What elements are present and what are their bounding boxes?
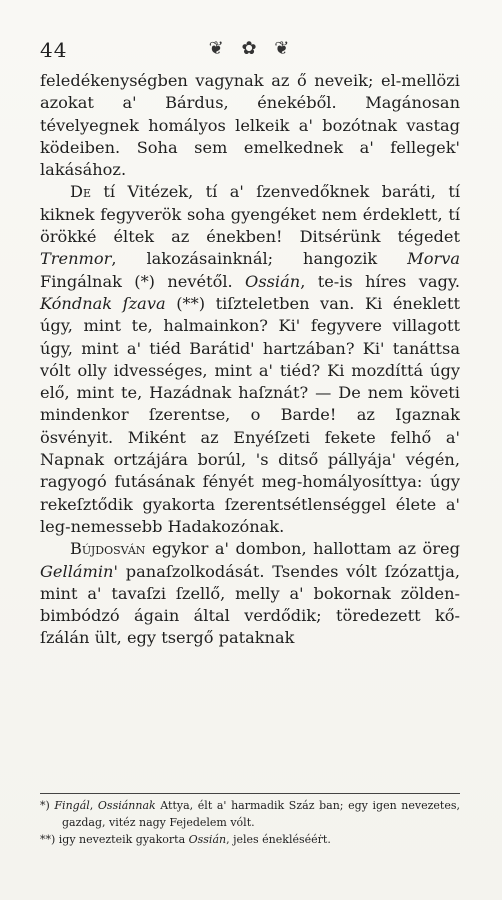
italic-text: Gellámin' [40,561,118,581]
ornament-left-icon: ❦ [208,38,228,59]
italic-text: Fingál [54,799,90,812]
header-ornament [0,38,502,59]
footnote-2 [40,831,460,848]
paragraph-3-lead: Bújdosván [70,539,146,559]
page-number: 44 [40,38,68,62]
text-run: , [89,799,98,812]
footnote-divider [40,793,460,794]
text-run: *) [40,799,55,812]
text-run: , jeles éneklésééṙt. [226,833,331,846]
text-run: Fingálnak (*) nevétől. [40,271,246,291]
italic-text: Ossiánnak [97,799,156,812]
text-run: , te-is híres vagy. [300,271,460,291]
italic-text: Ossián [188,833,227,846]
paragraph-3 [40,538,460,649]
italic-text: Kóndnak ſzava [40,293,166,313]
text-run: **) igy nevezteik gyakorta [40,833,189,846]
footnote-1 [40,797,460,831]
text-run: Attya, élt a' harmadik Száz ban; egy igen nevezetes, gazdag, vitéz nagy Fejedelem vólt. [62,799,460,829]
ornament-center-icon: ✿ [241,38,261,59]
text-run: panaſzolkodását. Tsendes vólt ſzózattja, mint a' tavaſzi ſzellő, melly a' bokornak zölden-bimbódzó ágain által verdődik; töredezett kő-ſzálán ült, egy tsergő pataknak [40,561,460,648]
italic-text: Ossián [245,271,301,291]
page-header [0,38,502,68]
text-run: (**) tiſzteletben van. Ki éneklett úgy, mint te, halmainkon? Ki' fegyvere villagott úgy, mint a' tiéd Barátid' hartzában? Ki' tanáttsa vólt olly idvességes, mint a' tiéd? Ki mozdíttá úgy elő, mint te, Hazádnak haſznát? — De nem követi mindenkor ſzerentse, o Barde! az Igaznak ösvényit. Miként az Enyéſzeti fekete felhő a' Napnak ortzájára borúl, 's ditső pállyája' végén, ragyogó futásának fényét meg-homályosíttya: úgy rekeſztődik gyakorta ſzerentsétlenséggel élete a' leg-nemessebb Hadakozónak. [40,293,460,536]
paragraph-2 [40,181,460,538]
body-text [40,70,460,650]
ornament-right-icon: ❦ [274,38,294,59]
paragraph-1: feledékenységben vagynak az ő neveik; el-mellözi azokat a' Bárdus, énekéből. Magánosan tévelyegnek homályos lelkeik a' bozótnak vastag ködeiben. Soha sem emelkednek a' fellegek' lakásához. [40,71,460,180]
paragraph-2-lead: De [70,182,92,202]
text-run: tí Vitézek, tí a' ſzenvedőknek baráti, tí kiknek fegyverök soha gyengéket nem érdeklett, tí örökké éltek az énekben! Ditsérünk tégedet [40,182,460,247]
italic-text: Morva [407,249,460,269]
footnotes [40,797,460,848]
italic-text: Trenmor [40,249,112,269]
paragraph-2-body [40,182,460,535]
text-run: , lakozásainknál; hangozik [111,249,408,269]
text-run: egykor a' dombon, hallottam az öreg [145,539,460,559]
